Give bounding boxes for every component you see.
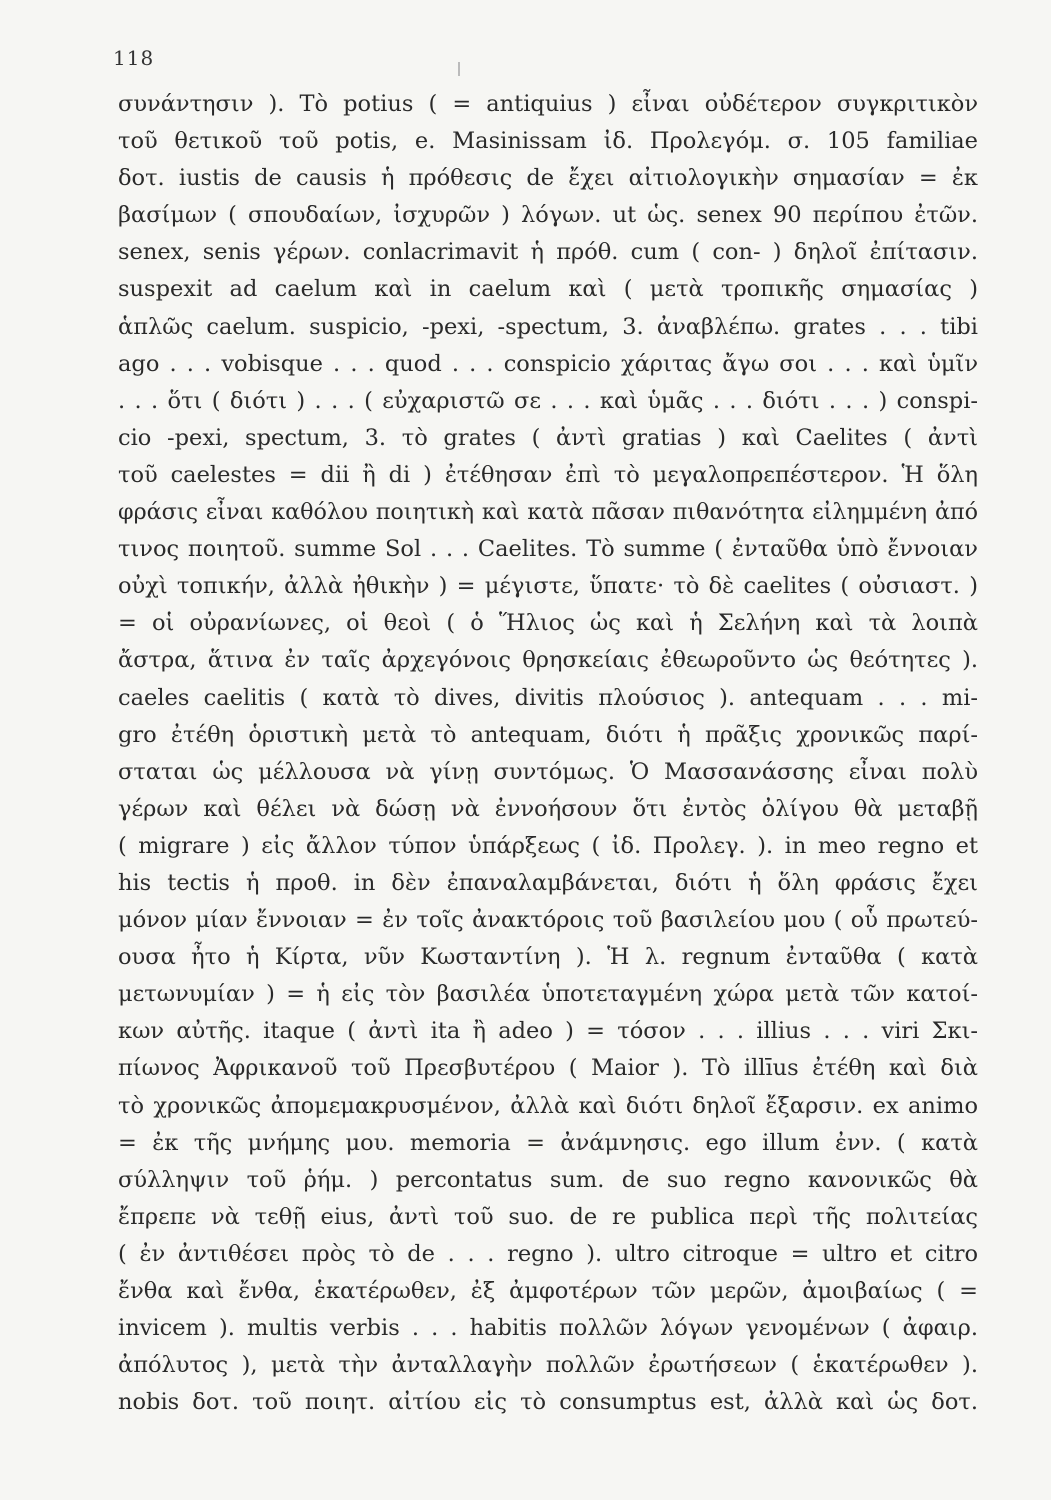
page-number: 118 [113,46,155,70]
text-line: ἔπρεπε νὰ τεθῇ eius, ἀντὶ τοῦ suo. de re publica περὶ τῆς πολιτείας [118,1203,978,1230]
scan-mark [458,62,460,76]
text-line: βασίμων ( σπουδαίων, ἰσχυρῶν ) λόγων. ut ὡς. senex 90 περίπου ἐτῶν. [118,202,978,229]
text-line: ἀπόλυτος ), μετὰ τὴν ἀνταλλαγὴν πολλῶν ἐρωτήσεων ( ἑκατέρωθεν ). [118,1352,978,1379]
text-line: τοῦ caelestes = dii ἢ di ) ἐτέθησαν ἐπὶ τὸ μεγαλοπρεπέστερον. Ἡ ὅλη [118,461,978,488]
text-line: invicem ). multis verbis . . . habitis πολλῶν λόγων γενομένων ( ἀφαιρ. [118,1315,978,1342]
text-line: ἔνθα καὶ ἔνθα, ἑκατέρωθεν, ἐξ ἀμφοτέρων τῶν μερῶν, ἀμοιβαίως ( = [118,1278,978,1304]
text-line: τὸ χρονικῶς ἀπομεμακρυσμένον, ἀλλὰ καὶ διότι δηλοῖ ἔξαρσιν. ex animo [118,1092,978,1119]
text-line: μετωνυμίαν ) = ἡ εἰς τὸν βασιλέα ὑποτεταγμένη χώρα μετὰ τῶν κατοί- [118,981,978,1008]
text-line: κων αὐτῆς. itaque ( ἀντὶ ita ἢ adeo ) = τόσον . . . illius . . . viri Σκι- [118,1018,978,1045]
text-line: γέρων καὶ θέλει νὰ δώσῃ νὰ ἐννοήσουν ὅτι ἐντὸς ὀλίγου θὰ μεταβῇ [118,795,978,822]
text-line: μόνον μίαν ἔννοιαν = ἐν τοῖς ἀνακτόροις τοῦ βασιλείου μου ( οὗ πρωτεύ- [118,907,978,934]
text-line: ( ἐν ἀντιθέσει πρὸς τὸ de . . . regno ). ultro citroque = ultro et citro [118,1240,978,1267]
text-line: suspexit ad caelum καὶ in caelum καὶ ( μετὰ τροπικῆς σημασίας ) [118,276,978,303]
text-line: ago . . . vobisque . . . quod . . . conspicio χάριτας ἄγω σοι . . . καὶ ὑμῖν [118,350,978,377]
text-line: σταται ὡς μέλλουσα νὰ γίνῃ συντόμως. Ὁ Μασσανάσσης εἶναι πολὺ [118,758,978,785]
text-line: συνάντησιν ). Τὸ potius ( = antiquius ) εἶναι οὐδέτερον συγκριτικὸν [118,91,978,117]
text-line: οὐχὶ τοπικήν, ἀλλὰ ἠθικὴν ) = μέγιστε, ὕπατε· τὸ δὲ caelites ( οὐσιαστ. ) [118,573,978,600]
text-line: . . . ὅτι ( διότι ) . . . ( εὐχαριστῶ σε . . . καὶ ὑμᾶς . . . διότι . . . ) conspi- [118,387,978,414]
text-line: cio -pexi, spectum, 3. τὸ grates ( ἀντὶ gratias ) καὶ Caelites ( ἀντὶ [118,424,978,451]
text-line: caeles caelitis ( κατὰ τὸ dives, divitis πλούσιος ). antequam . . . mi- [118,684,978,711]
text-line: τοῦ θετικοῦ τοῦ potis, e. Masinissam ἰδ. Προλεγόμ. σ. 105 familiae [118,128,978,155]
body-text [118,86,978,1421]
text-line: senex, senis γέρων. conlacrimavit ἡ πρόθ. cum ( con- ) δηλοῖ ἐπίτασιν. [118,239,978,266]
text-line: ἁπλῶς caelum. suspicio, -pexi, -spectum, 3. ἀναβλέπω. grates . . . tibi [118,313,978,340]
text-line: δοτ. iustis de causis ἡ πρόθεσις de ἔχει αἰτιολογικὴν σημασίαν = ἐκ [118,165,978,192]
text-line: σύλληψιν τοῦ ῥήμ. ) percontatus sum. de suo regno κανονικῶς θὰ [118,1166,978,1193]
text-line: ουσα ἦτο ἡ Κίρτα, νῦν Κωσταντίνη ). Ἡ λ. regnum ἐνταῦθα ( κατὰ [118,944,978,971]
text-line: his tectis ἡ προθ. in δὲν ἐπαναλαμβάνεται, διότι ἡ ὅλη φράσις ἔχει [118,869,978,896]
text-line: nobis δοτ. τοῦ ποιητ. αἰτίου εἰς τὸ consumptus est, ἀλλὰ καὶ ὡς δοτ. [118,1389,978,1416]
text-line: ἄστρα, ἅτινα ἐν ταῖς ἀρχεγόνοις θρησκείαις ἐθεωροῦντο ὡς θεότητες ). [118,647,978,674]
text-line: τινος ποιητοῦ. summe Sol . . . Caelites. Τὸ summe ( ἐνταῦθα ὑπὸ ἔννοιαν [118,536,978,563]
text-line: gro ἐτέθη ὁριστικὴ μετὰ τὸ antequam, διότι ἡ πρᾶξις χρονικῶς παρί- [118,721,978,748]
text-line: = ἐκ τῆς μνήμης μου. memoria = ἀνάμνησις. ego illum ἐνν. ( κατὰ [118,1129,978,1156]
text-line: = οἱ οὐρανίωνες, οἱ θεοὶ ( ὁ Ἥλιος ὡς καὶ ἡ Σελήνη καὶ τὰ λοιπὰ [118,610,978,637]
text-line: ( migrare ) εἰς ἄλλον τύπον ὑπάρξεως ( ἰδ. Προλεγ. ). in meo regno et [118,832,978,859]
text-line: πίωνος Ἀφρικανοῦ τοῦ Πρεσβυτέρου ( Maior ). Τὸ illīus ἐτέθη καὶ διὰ [118,1055,978,1082]
text-line: φράσις εἶναι καθόλου ποιητικὴ καὶ κατὰ πᾶσαν πιθανότητα εἰλημμένη ἀπό [118,499,978,526]
